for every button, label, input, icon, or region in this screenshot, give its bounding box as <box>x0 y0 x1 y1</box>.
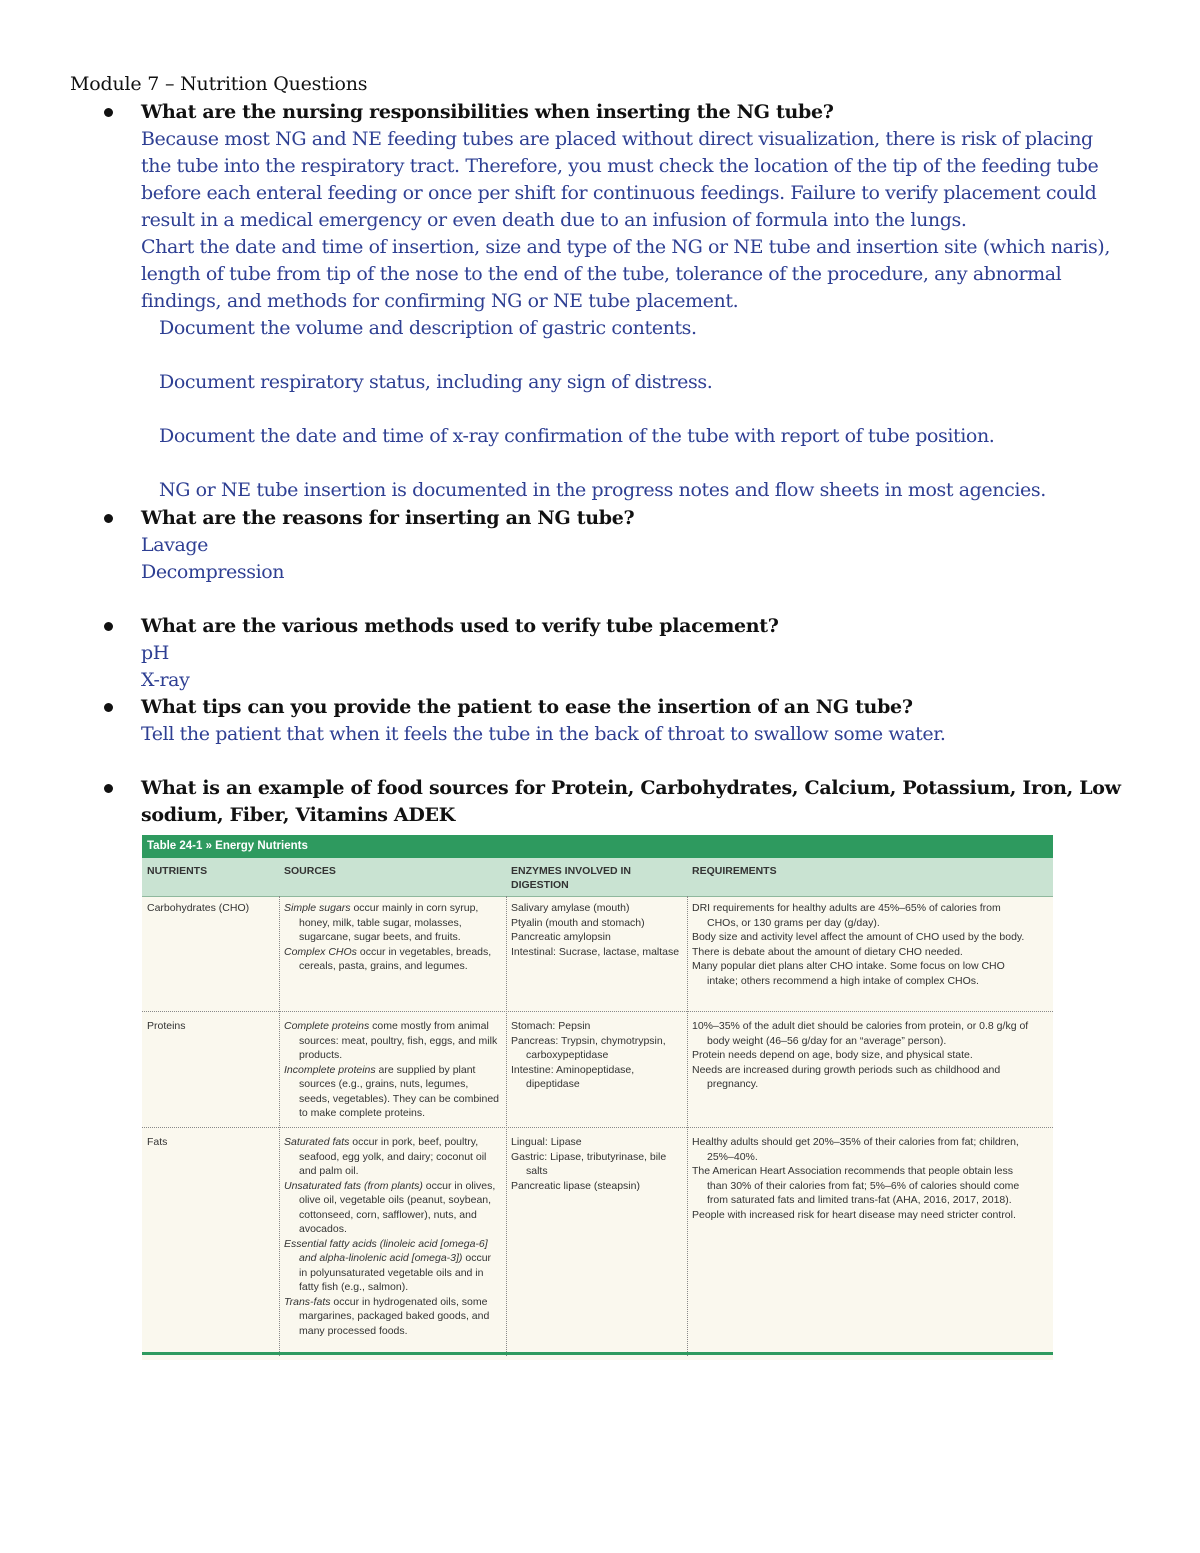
answer-line: Document the volume and description of gastric contents. <box>159 317 697 339</box>
answer-line: length of tube from tip of the nose to the end of the tube, tolerance of the procedure, any abnormal <box>141 263 1062 285</box>
table-cell-requirements: 10%–35% of the adult diet should be calories from protein, or 0.8 g/kg of body weight (46–56 g/day for an “average” person). Protein needs depend on age, body size, and physical state. Needs are increased during growth periods such as childhood and pregnancy. <box>692 1020 1029 1090</box>
question-3: What are the various methods used to verify tube placement? <box>141 615 779 637</box>
bullet-icon <box>104 514 113 523</box>
table-cell-requirements: Healthy adults should get 20%–35% of their calories from fat; children, 25%–40%. The American Heart Association recommends that people obtain less than 30% of their calories from fat; 5%–6% of calories should come from saturated fats and limited trans-fat (AHA, 2016, 2017, 2018). People with increased risk for heart disease may need stricter control. <box>692 1136 1020 1221</box>
table-cell-sources: Saturated fats occur in pork, beef, poultry, seafood, egg yolk, and dairy; coconut oil and palm oil. Unsaturated fats (from plants) occur in olives, olive oil, vegetable oils (peanut, soybean, cottonseed, corn, safflower), nuts, and avocados. Essential fatty acids (linoleic acid [omega-6] and alpha-linolenic acid [omega-3]) occur in polyunsaturated vegetable oils and in fatty fish (e.g., salmon). Trans-fats occur in hydrogenated oils, some margarines, packaged baked goods, and many processed foods. <box>284 1136 496 1337</box>
table-cell-enzymes: Lingual: Lipase Gastric: Lipase, tributyrinase, bile salts Pancreatic lipase (steapsin) <box>511 1136 667 1192</box>
answer-line: Chart the date and time of insertion, size and type of the NG or NE tube and insertion site (which naris), <box>141 236 1110 258</box>
answer-line: result in a medical emergency or even death due to an infusion of formula into the lungs. <box>141 209 967 231</box>
table-cell-enzymes: Stomach: Pepsin Pancreas: Trypsin, chymotrypsin, carboxypeptidase Intestine: Aminopeptidase, dipeptidase <box>511 1020 666 1090</box>
question-1: What are the nursing responsibilities when inserting the NG tube? <box>141 101 834 123</box>
table-cell-sources: Complete proteins come mostly from animal sources: meat, poultry, fish, eggs, and milk products. Incomplete proteins are supplied by plant sources (e.g., grains, nuts, legumes, seeds, vegetables). They can be combined to make complete proteins. <box>284 1020 500 1119</box>
answer-line: Document the date and time of x-ray confirmation of the tube with report of tube position. <box>159 425 995 447</box>
answer-line: Decompression <box>141 561 285 583</box>
module-title: Module 7 – Nutrition Questions <box>70 73 368 95</box>
bullet-icon <box>104 703 113 712</box>
answer-line: X-ray <box>141 669 190 691</box>
answer-line: Document respiratory status, including any sign of distress. <box>159 371 713 393</box>
bullet-icon <box>104 784 113 793</box>
bullet-icon <box>104 622 113 631</box>
energy-nutrients-table <box>142 835 1053 1360</box>
question-2: What are the reasons for inserting an NG tube? <box>141 507 635 529</box>
answer-line: before each enteral feeding or once per shift for continuous feedings. Failure to verify placement could <box>141 182 1097 204</box>
table-header-row <box>142 858 1053 897</box>
answer-line: pH <box>141 642 169 664</box>
header-requirements: REQUIREMENTS <box>692 865 777 877</box>
header-enzymes: ENZYMES INVOLVED IN DIGESTION <box>511 865 631 891</box>
answer-line: Because most NG and NE feeding tubes are placed without direct visualization, there is risk of placing <box>141 128 1093 150</box>
answer-line: Tell the patient that when it feels the tube in the back of throat to swallow some water. <box>141 723 946 745</box>
table-title: Table 24-1 » Energy Nutrients <box>142 835 1053 858</box>
header-sources: SOURCES <box>284 865 336 877</box>
table-cell-sources: Simple sugars occur mainly in corn syrup, honey, milk, table sugar, molasses, sugarcane, sugar beets, and fruits. Complex CHOs occur in vegetables, breads, cereals, pasta, grains, and legumes. <box>284 902 492 972</box>
table-cell-nutrient: Proteins <box>147 1020 186 1032</box>
question-5: What is an example of food sources for Protein, Carbohydrates, Calcium, Potassium, Iron, Low sodium, Fiber, Vitamins ADEK <box>141 777 1121 826</box>
table-cell-nutrient: Fats <box>147 1136 168 1148</box>
table-cell-enzymes: Salivary amylase (mouth) Ptyalin (mouth and stomach) Pancreatic amylopsin Intestinal: Sucrase, lactase, maltase <box>511 902 680 958</box>
answer-line: Lavage <box>141 534 209 556</box>
table-bottom-rule <box>142 1352 1053 1355</box>
answer-line: findings, and methods for confirming NG or NE tube placement. <box>141 290 739 312</box>
answer-line: the tube into the respiratory tract. Therefore, you must check the location of the tip of the feeding tube <box>141 155 1099 177</box>
question-4: What tips can you provide the patient to ease the insertion of an NG tube? <box>141 696 913 718</box>
answer-line: NG or NE tube insertion is documented in the progress notes and flow sheets in most agencies. <box>159 479 1046 501</box>
table-cell-requirements: DRI requirements for healthy adults are 45%–65% of calories from CHOs, or 130 grams per day (g/day). Body size and activity level affect the amount of CHO used by the body. There is debate about the amount of dietary CHO needed. Many popular diet plans alter CHO intake. Some focus on low CHO intake; others recommend a high intake of complex CHOs. <box>692 902 1025 987</box>
header-nutrients: NUTRIENTS <box>147 865 208 877</box>
table-cell-nutrient: Carbohydrates (CHO) <box>147 902 250 914</box>
bullet-icon <box>104 108 113 117</box>
